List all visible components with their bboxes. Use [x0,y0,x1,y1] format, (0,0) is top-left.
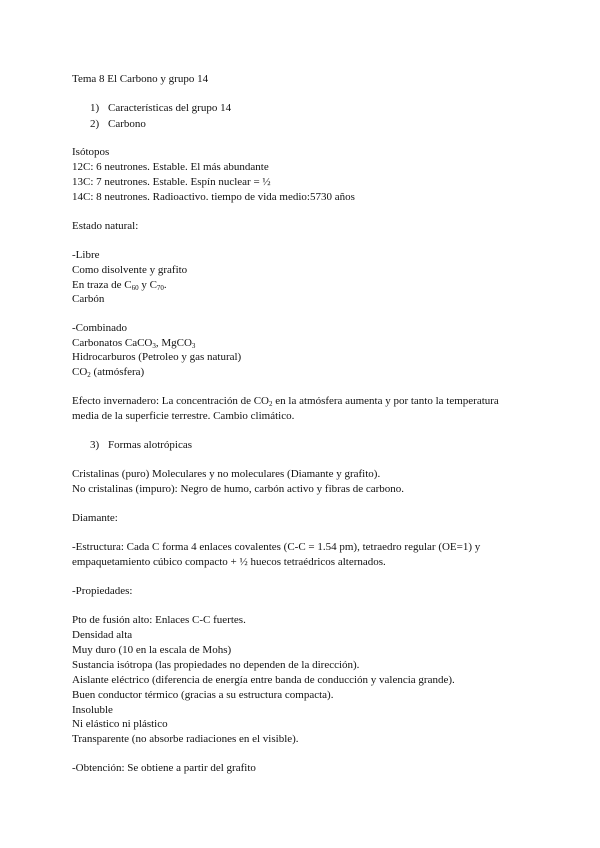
text-line [72,278,167,293]
text-fragment: , MgCO [155,337,192,349]
text-fragment: CO [72,366,88,378]
structure-line: empaquetamiento cúbico compacto + ½ huecos tetraédricos alternados. [72,556,386,568]
list-number: 3) [90,439,100,451]
subscript: 3 [152,342,156,350]
list-number: 2) [90,118,100,130]
property-line: Sustancia isótropa (las propiedades no dependen de la dirección). [72,659,360,671]
natural-state-heading: Estado natural: [72,220,139,232]
text-line: Hidrocarburos (Petroleo y gas natural) [72,351,242,363]
subscript: 60 [131,284,139,292]
list-number: 1) [90,102,100,114]
structure-line: -Estructura: Cada C forma 4 enlaces covalentes (C-C = 1.54 pm), tetraedro regular (OE=1) y [72,541,481,553]
text-fragment: En traza de C [72,279,132,291]
subscript: 70 [156,284,164,292]
list-text: Formas alotrópicas [108,439,193,451]
text-line [72,336,195,351]
properties-heading: -Propiedades: [72,585,133,597]
text-line: Carbón [72,293,105,305]
property-line: Transparente (no absorbe radiaciones en el visible). [72,733,299,745]
isotopes-heading: Isótopos [72,146,110,158]
forms-line: No cristalinas (impuro): Negro de humo, carbón activo y fibras de carbono. [72,483,405,495]
text-fragment: . [163,279,167,291]
text-line: Como disolvente y grafito [72,264,188,276]
isotope-line: 13C: 7 neutrones. Estable. Espín nuclear = ½ [72,176,271,188]
text-line [72,365,144,380]
isotope-line: 14C: 8 neutrones. Radioactivo. tiempo de vida medio:5730 años [72,191,355,203]
text-fragment: Carbonatos CaCO [72,337,153,349]
text-fragment: Efecto invernadero: La concentración de CO [72,395,269,407]
isotope-line: 12C: 6 neutrones. Estable. El más abundante [72,161,269,173]
property-line: Aislante eléctrico (diferencia de energía entre banda de conducción y valencia grande). [72,674,455,686]
text-fragment: (atmósfera) [90,366,145,378]
text-fragment: y C [138,279,157,291]
combined-heading: -Combinado [72,322,127,334]
subscript: 2 [269,400,273,408]
free-heading: -Libre [72,249,100,261]
list-item [90,438,192,452]
list-text: Carbono [108,118,146,130]
property-line: Muy duro (10 en la escala de Mohs) [72,644,232,656]
subscript: 2 [87,371,91,379]
greenhouse-line [72,394,499,409]
property-line: Densidad alta [72,629,133,641]
list-item [90,117,146,131]
forms-line: Cristalinas (puro) Moleculares y no moleculares (Diamante y grafito). [72,468,381,480]
text-fragment: en la atmósfera aumenta y por tanto la temperatura [272,395,499,407]
obtention-line: -Obtención: Se obtiene a partir del grafito [72,762,256,774]
doc-title: Tema 8 El Carbono y grupo 14 [72,73,209,85]
greenhouse-line: media de la superficie terrestre. Cambio climático. [72,410,295,422]
subscript: 3 [191,342,196,350]
list-item [90,101,231,115]
property-line: Insoluble [72,704,113,716]
diamond-heading: Diamante: [72,512,118,524]
property-line: Ni elástico ni plástico [72,718,168,730]
property-line: Buen conductor térmico (gracias a su estructura compacta). [72,689,334,701]
property-line: Pto de fusión alto: Enlaces C-C fuertes. [72,614,246,626]
list-text: Características del grupo 14 [108,102,232,114]
